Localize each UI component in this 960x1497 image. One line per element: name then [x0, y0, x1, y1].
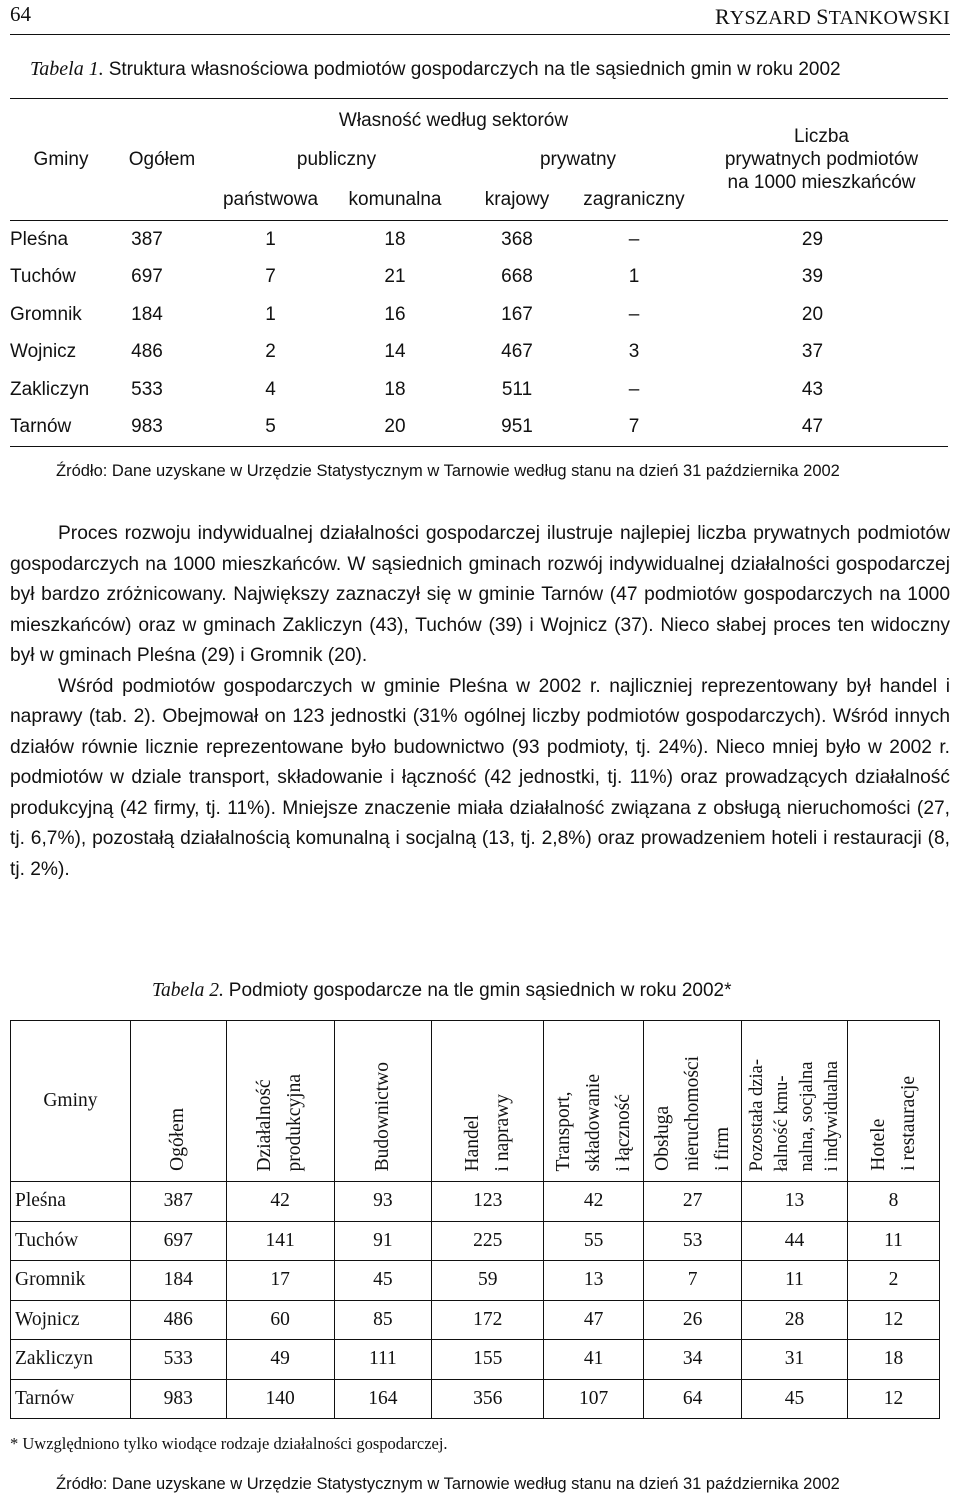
t2-transport-line2: składowanie [582, 1073, 604, 1171]
table-cell: 29 [801, 228, 824, 250]
t2-pozostala-line1: Pozostała dzia- [746, 1058, 767, 1171]
t2-header-produkcyjna [226, 1021, 334, 1182]
table-cell: 26 [644, 1300, 742, 1340]
table-cell: 47 [801, 416, 824, 438]
table-cell: 47 [544, 1300, 644, 1340]
table-cell: 697 [130, 1221, 226, 1261]
t2-pozostala-line2: łalność kmu- [771, 1074, 792, 1171]
running-author [715, 4, 950, 30]
table-cell: 59 [432, 1261, 544, 1301]
t2-transport-line3: i łączność [612, 1093, 634, 1171]
col-header-komunalna: komunalna [348, 189, 442, 211]
table1-label: Tabela 1. [30, 58, 104, 80]
author-initial-1: R [714, 4, 730, 29]
row-gmina-name: Wojnicz [11, 1300, 131, 1340]
table-cell: 43 [801, 378, 824, 400]
t2-handel-line1: Handel [461, 1114, 483, 1171]
table-row [11, 1221, 940, 1261]
table-cell: 11 [848, 1221, 940, 1261]
table-cell: 45 [334, 1261, 432, 1301]
table-cell: 140 [226, 1379, 334, 1419]
row-gmina-name: Pleśna [11, 1182, 131, 1222]
t2-obsluga-line3: i firm [711, 1127, 733, 1171]
table-cell: 7 [628, 416, 640, 438]
ownership-table [10, 98, 948, 447]
table-cell: 3 [628, 341, 640, 363]
row-gmina-name: Tuchów [11, 1221, 131, 1261]
t2-handel-label [458, 1090, 518, 1175]
t2-header-pozostala [742, 1021, 848, 1182]
table-cell: 123 [432, 1182, 544, 1222]
row-gmina-name: Tarnów [11, 1379, 131, 1419]
table-row [10, 409, 948, 447]
table-cell: 368 [501, 228, 533, 250]
table-cell: 64 [644, 1379, 742, 1419]
table-row [11, 1261, 940, 1301]
t2-pozostala-line4: i indywidualna [821, 1060, 842, 1171]
table-row [10, 221, 948, 259]
table-cell: 983 [130, 1379, 226, 1419]
table-cell: 14 [384, 341, 406, 363]
table-cell: 55 [544, 1221, 644, 1261]
table-cell: 107 [544, 1379, 644, 1419]
table-row [10, 371, 948, 409]
table-cell: – [628, 378, 640, 400]
table-cell: 42 [226, 1182, 334, 1222]
table-cell: 356 [432, 1379, 544, 1419]
author-initial-2: S [816, 4, 829, 29]
table-row [11, 1340, 940, 1380]
page-number: 64 [10, 2, 31, 26]
author-last-rest: TANKOWSKI [828, 7, 950, 29]
row-gmina-name: Tarnów [10, 416, 72, 438]
table2-caption [152, 980, 732, 1002]
table-cell: 85 [334, 1300, 432, 1340]
t2-obsluga-label [648, 1052, 738, 1175]
table-cell: 91 [334, 1221, 432, 1261]
table-cell: 164 [334, 1379, 432, 1419]
table2-label: Tabela 2. [152, 980, 224, 1001]
col-header-gminy: Gminy [33, 148, 89, 170]
table-row [11, 1300, 940, 1340]
col-header-krajowy: krajowy [484, 189, 550, 211]
t2-header-handel [432, 1021, 544, 1182]
table-cell: 7 [644, 1261, 742, 1301]
table-row [10, 296, 948, 334]
table-cell: 4 [265, 378, 276, 400]
t2-handel-line2: i naprawy [491, 1093, 513, 1171]
table-cell: 1 [265, 303, 276, 325]
table-cell: 28 [742, 1300, 848, 1340]
table-cell: 60 [226, 1300, 334, 1340]
table-cell: 467 [501, 341, 533, 363]
table-cell: 184 [130, 1261, 226, 1301]
table-cell: 533 [130, 1340, 226, 1380]
t2-obsluga-line2: nieruchomości [681, 1056, 703, 1171]
t2-hotele-label [864, 1072, 924, 1175]
table-cell: 486 [131, 341, 163, 363]
table-cell: 53 [644, 1221, 742, 1261]
t2-header-hotele [848, 1021, 940, 1182]
col-header-liczba [695, 99, 948, 221]
table-cell: 1 [628, 266, 640, 288]
table-cell: 31 [742, 1340, 848, 1380]
table-cell: 20 [801, 303, 824, 325]
table-row [11, 1182, 940, 1222]
table-cell: 172 [432, 1300, 544, 1340]
t2-header-obsluga [644, 1021, 742, 1182]
table-cell: 668 [501, 266, 533, 288]
table-cell: 12 [848, 1379, 940, 1419]
table-cell: 13 [742, 1182, 848, 1222]
table-cell: 93 [334, 1182, 432, 1222]
t2-pozostala-label [745, 1055, 845, 1176]
t2-transport-label [549, 1070, 639, 1175]
table-cell: 18 [848, 1340, 940, 1380]
row-gmina-name: Zakliczyn [11, 1340, 131, 1380]
table2-footnote: * Uwzględniono tylko wiodące rodzaje działalności gospodarczej. [10, 1434, 448, 1453]
table-cell: 42 [544, 1182, 644, 1222]
table-cell: 13 [544, 1261, 644, 1301]
table-cell: 2 [848, 1261, 940, 1301]
paragraph-2: Wśród podmiotów gospodarczych w gminie Pleśna w 2002 r. najliczniej reprezentowany był handel i naprawy (tab. 2). Obejmował on 123 jednostki (31% ogólnej liczby podmiotów gospodarczych). Wśród innych działów równie licznie reprezentowane było budownictwo (93 podmioty, tj. 24%). Nieco mniej było w 2002 r. podmiotów w dziale transport, składowanie i łączność (42 jednostki, tj. 11%) oraz prowadzących działalność produkcyjną (42 firmy, tj. 11%). Mniejsze znaczenie miała działalność związana z obsługą nieruchomości (27, tj. 6,7%), pozostałą działalnością komunalną i socjalną (13, tj. 2,8%) oraz prowadzeniem hoteli i restauracji (8, tj. 2%). [10, 675, 950, 880]
table-cell: 41 [544, 1340, 644, 1380]
table-cell: 39 [801, 266, 824, 288]
t2-produkcyjna-line2: produkcyjna [284, 1073, 306, 1171]
table-cell: – [628, 303, 640, 325]
table-cell: 37 [801, 341, 824, 363]
author-first-rest: YSZARD [729, 7, 812, 29]
col-header-prywatny: prywatny [539, 148, 617, 170]
t2-obsluga-line1: Obsługa [651, 1106, 673, 1171]
table2-source: Źródło: Dane uzyskane w Urzędzie Statystycznym w Tarnowie według stanu na dzień 31 października 2002 [56, 1475, 840, 1493]
table-cell: 387 [131, 228, 163, 250]
table-cell: 387 [130, 1182, 226, 1222]
table-cell: 111 [334, 1340, 432, 1380]
table-cell: 486 [130, 1300, 226, 1340]
table-cell: 45 [742, 1379, 848, 1419]
table1-caption [30, 58, 841, 81]
liczba-line2: prywatnych podmiotów [724, 149, 919, 170]
table-cell: 951 [501, 416, 533, 438]
table-cell: 184 [131, 303, 163, 325]
table-cell: 983 [131, 416, 163, 438]
table-cell: 511 [501, 378, 533, 400]
row-gmina-name: Wojnicz [10, 341, 77, 363]
table-cell: 5 [265, 416, 276, 438]
table-cell: – [628, 228, 640, 250]
table-cell: 16 [384, 303, 406, 325]
table-cell: 167 [501, 303, 533, 325]
table-cell: 17 [226, 1261, 334, 1301]
table-cell: 11 [742, 1261, 848, 1301]
table-cell: 141 [226, 1221, 334, 1261]
t2-produkcyjna-label [250, 1070, 310, 1175]
t2-ogolem-label: Ogółem [167, 1108, 189, 1171]
body-text [10, 519, 950, 885]
t2-header-gminy: Gminy [11, 1021, 131, 1182]
table-cell: 49 [226, 1340, 334, 1380]
table-row [11, 1379, 940, 1419]
table-cell: 697 [131, 266, 163, 288]
col-header-zagraniczny: zagraniczny [583, 189, 685, 211]
table-cell: 18 [384, 228, 406, 250]
row-gmina-name: Gromnik [10, 303, 82, 325]
col-header-wlasnosc [212, 99, 695, 139]
table-cell: 533 [131, 378, 163, 400]
table-cell: 27 [644, 1182, 742, 1222]
t2-header-ogolem [130, 1021, 226, 1182]
row-gmina-name: Pleśna [10, 228, 69, 250]
t2-produkcyjna-line1: Działalność [254, 1078, 276, 1171]
table-cell: 225 [432, 1221, 544, 1261]
t2-hotele-line2: i restauracje [897, 1076, 919, 1171]
table-cell: 155 [432, 1340, 544, 1380]
col-header-ogolem: Ogółem [128, 148, 196, 170]
row-gmina-name: Gromnik [11, 1261, 131, 1301]
table-cell: 1 [265, 228, 276, 250]
t2-hotele-line1: Hotele [867, 1119, 889, 1171]
t2-pozostala-line3: nalna, socjalna [796, 1061, 817, 1171]
col-header-publiczny: publiczny [296, 148, 377, 170]
table2-title: Podmioty gospodarcze na tle gmin sąsiednich w roku 2002* [228, 980, 732, 1001]
row-gmina-name: Tuchów [10, 266, 76, 288]
liczba-line1: Liczba [794, 126, 849, 147]
table-cell: 20 [384, 416, 406, 438]
table-cell: 12 [848, 1300, 940, 1340]
table1-title: Struktura własnościowa podmiotów gospodarczych na tle sąsiednich gmin w roku 2002 [108, 59, 841, 80]
wlasnosc-label: Własność według sektorów [338, 109, 569, 131]
t2-budownictwo-label: Budownictwo [371, 1061, 393, 1171]
page-header [10, 0, 950, 35]
table1-source: Źródło: Dane uzyskane w Urzędzie Statystycznym w Tarnowie według stanu na dzień 31 października 2002 [56, 462, 840, 480]
paragraph-1: Proces rozwoju indywidualnej działalności gospodarczej ilustruje najlepiej liczba prywatnych podmiotów gospodarczych na 1000 mieszkańców. W sąsiednich gminach rozwój indywidualnej działalności gospodarczej był bardzo zróżnicowany. Największy zaznaczył się w gminie Tarnów (47 podmiotów gospodarczych na 1000 mieszkańców) oraz w gminach Zakliczyn (43), Tuchów (39) i Wojnicz (37). Nieco słabej proces ten widoczny był w gminach Pleśna (29) i Gromnik (20). [10, 523, 950, 666]
row-gmina-name: Zakliczyn [10, 378, 90, 400]
table-row [10, 259, 948, 297]
table-cell: 18 [384, 378, 406, 400]
table-row [10, 334, 948, 372]
t2-header-budownictwo [334, 1021, 432, 1182]
table-cell: 44 [742, 1221, 848, 1261]
col-header-panstwowa: państwowa [222, 189, 319, 211]
t2-transport-line1: Transport, [552, 1091, 574, 1171]
table-cell: 8 [848, 1182, 940, 1222]
business-table [10, 1020, 940, 1419]
t2-header-transport [544, 1021, 644, 1182]
table-cell: 2 [265, 341, 276, 363]
liczba-line3: na 1000 mieszkańców [727, 172, 916, 193]
table-cell: 34 [644, 1340, 742, 1380]
table-cell: 21 [384, 266, 406, 288]
table-cell: 7 [265, 266, 276, 288]
